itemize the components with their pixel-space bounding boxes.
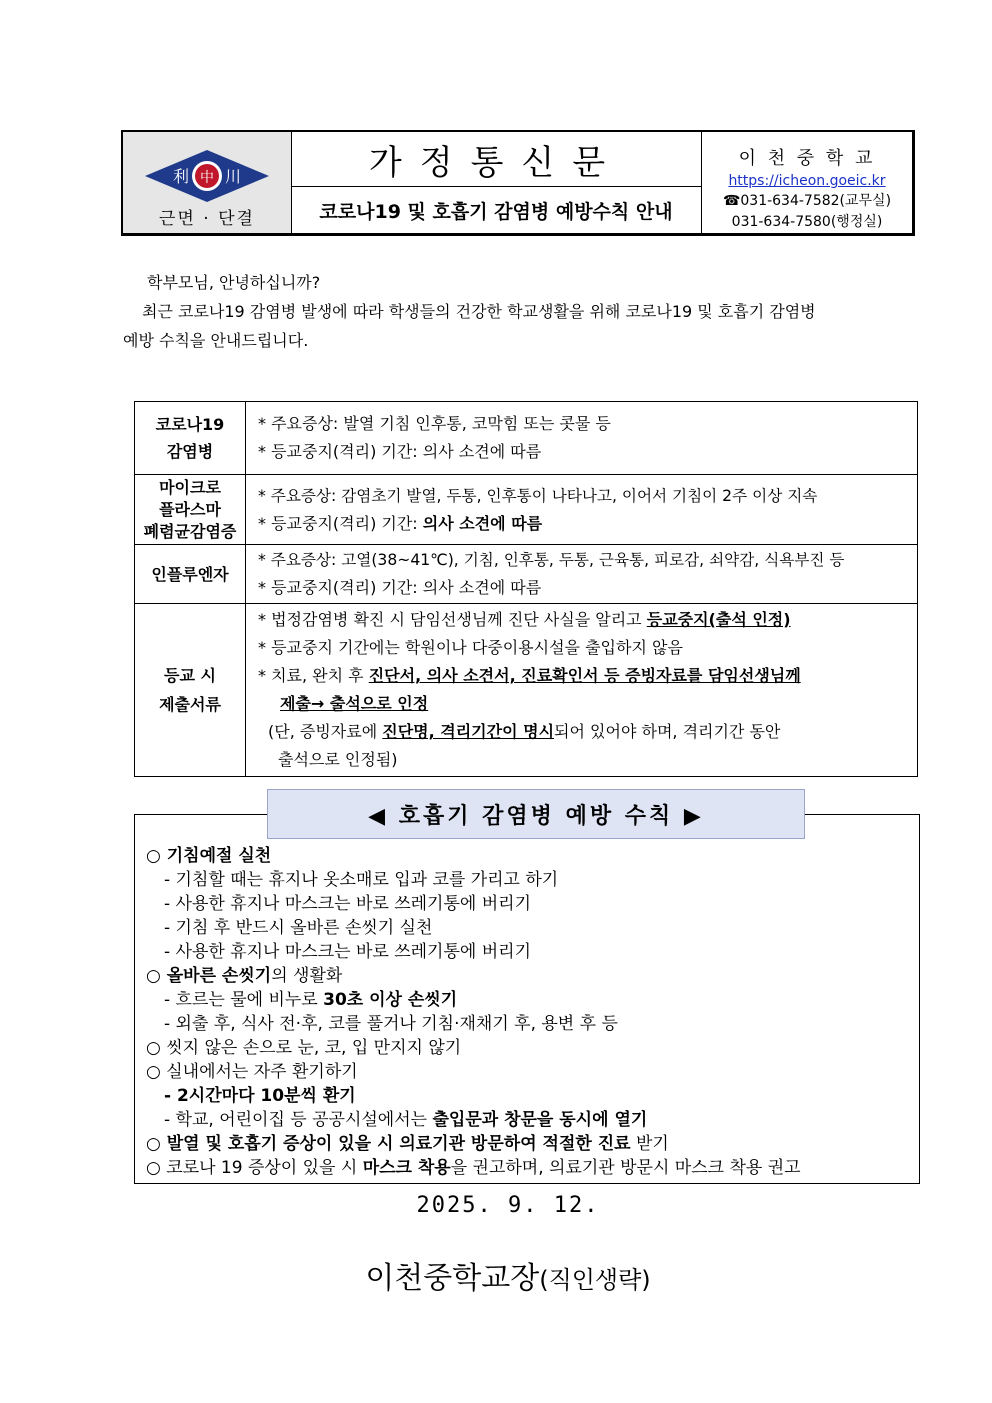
documents-label: 등교 시 제출서류 — [135, 604, 246, 777]
school-emblem-cell — [123, 132, 292, 233]
documents-content: * 법정감염병 확진 시 담임선생님께 진단 사실을 알리고 등교중지(출석 인정) * 등교중지 기간에는 학원이나 다중이용시설을 출입하지 않음 * 치료, 완치 후 진단서, 의사 소견서, 진료확인서 등 증빙자료를 담임선생님께 제출→ 출석으로 인정 (단, 증빙자료에 진단명, 격리기간이 명시되어 있어야 하며, 격리기간 동안 출석으로 인정됨) — [246, 604, 918, 777]
school-contact-cell — [702, 132, 912, 233]
intro-line-1: 최근 코로나19 감염병 발생에 따라 학생들의 건강한 학교생활을 위해 코로나19 및 호흡기 감염병 — [142, 302, 816, 321]
disease-content: * 주요증상: 감염초기 발열, 두통, 인후통이 나타나고, 이어서 기침이 2주 이상 지속 * 등교중지(격리) 기간: 의사 소견에 따름 — [246, 475, 918, 545]
school-motto: 근면 · 단결 — [159, 209, 255, 229]
prevention-title: ◀ 호흡기 감염병 예방 수칙 ▶ — [267, 789, 805, 839]
intro-line-2: 예방 수칙을 안내드립니다. — [123, 331, 309, 350]
list-item: ○ 코로나 19 증상이 있을 시 마스크 착용을 권고하며, 의료기관 방문시 마스크 착용 권고 — [146, 1158, 801, 1178]
seal-note: (직인생략) — [539, 1266, 651, 1294]
list-item: - 사용한 휴지나 마스크는 바로 쓰레기통에 버리기 — [164, 894, 531, 914]
disease-label: 마이크로 플라스마 폐렴균감염증 — [135, 475, 246, 545]
disease-info-table — [134, 401, 918, 777]
table-row — [135, 402, 918, 475]
school-url-link[interactable]: https://icheon.goeic.kr — [728, 173, 886, 189]
list-item: - 흐르는 물에 비누로 30초 이상 손씻기 — [164, 990, 458, 1010]
prevention-list — [146, 844, 801, 1180]
school-emblem-logo — [123, 136, 291, 214]
table-row — [135, 545, 918, 604]
disease-content: * 주요증상: 발열 기침 인후통, 코막힘 또는 콧물 등 * 등교중지(격리) 기간: 의사 소견에 따름 — [246, 402, 918, 475]
list-item: ○ 씻지 않은 손으로 눈, 코, 입 만지지 않기 — [146, 1038, 462, 1058]
list-item: - 사용한 휴지나 마스크는 바로 쓰레기통에 버리기 — [164, 942, 531, 962]
list-item: - 학교, 어린이집 등 공공시설에서는 출입문과 창문을 동시에 열기 — [164, 1110, 648, 1130]
newsletter-subtitle: 코로나19 및 호흡기 감염병 예방수칙 안내 — [319, 201, 673, 223]
logo-char-center: 中 — [200, 170, 214, 186]
list-item: ○ 실내에서는 자주 환기하기 — [146, 1062, 358, 1082]
newsletter-title: 가정통신문 — [291, 132, 701, 187]
issue-date: 2025. 9. 12. — [416, 1193, 600, 1218]
phone-office: ☎031-634-7582(교무실) — [722, 193, 892, 209]
school-name: 이 천 중 학 교 — [738, 148, 876, 169]
list-item: - 기침 후 반드시 올바른 손씻기 실천 — [164, 918, 433, 938]
list-item: ○ 발열 및 호흡기 증상이 있을 시 의료기관 방문하여 적절한 진료 받기 — [146, 1134, 669, 1154]
disease-label: 코로나19 감염병 — [135, 402, 246, 475]
logo-char-left: 利 — [172, 167, 190, 186]
phone-admin: 031-634-7580(행정실) — [731, 214, 883, 230]
list-item: ○ 기침예절 실천 — [146, 846, 272, 866]
logo-char-right: 川 — [224, 167, 242, 186]
principal-title: 이천중학교장 — [365, 1261, 540, 1296]
list-item: ○ 올바른 손씻기의 생활화 — [146, 966, 343, 986]
newsletter-header — [121, 130, 915, 236]
disease-content: * 주요증상: 고열(38~41℃), 기침, 인후통, 두통, 근육통, 피로감, 쇠약감, 식욕부진 등 * 등교중지(격리) 기간: 의사 소견에 따름 — [246, 545, 918, 604]
list-item: - 기침할 때는 휴지나 옷소매로 입과 코를 가리고 하기 — [164, 870, 559, 890]
title-cell — [291, 132, 702, 233]
table-row — [135, 604, 918, 777]
principal-signature — [0, 1253, 992, 1297]
list-item: - 2시간마다 10분씩 환기 — [164, 1086, 356, 1106]
table-row — [135, 475, 918, 545]
list-item: - 외출 후, 식사 전·후, 코를 풀거나 기침·재채기 후, 용변 후 등 — [164, 1014, 618, 1034]
greeting: 학부모님, 안녕하십니까? — [147, 273, 321, 292]
disease-label: 인플루엔자 — [135, 545, 246, 604]
